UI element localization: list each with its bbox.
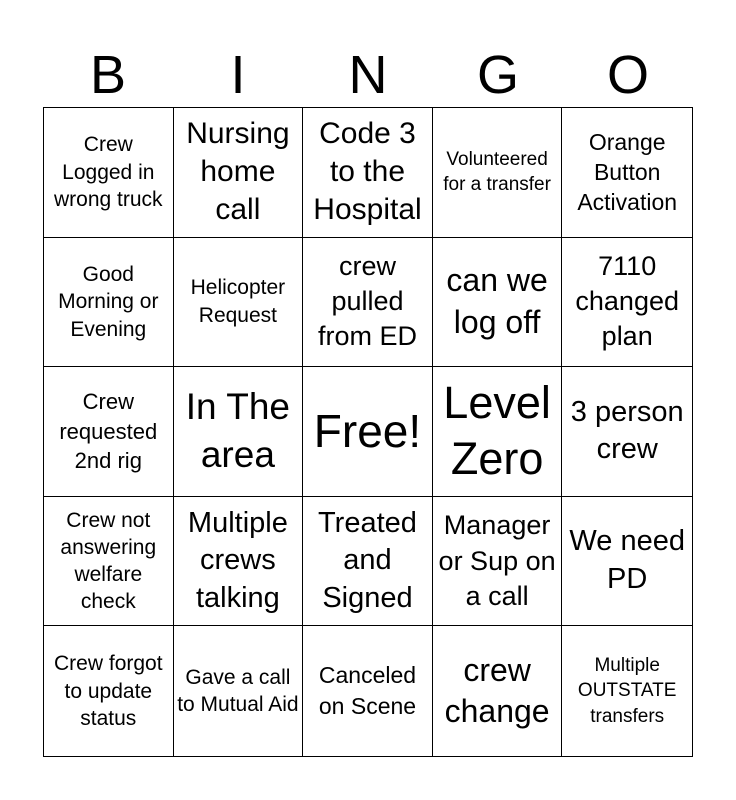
cell-text: 3 person crew (570, 395, 684, 466)
bingo-cell-r2c1[interactable] (44, 238, 174, 368)
bingo-cell-r2c5[interactable] (562, 238, 692, 368)
bingo-cell-r3c4[interactable] (433, 367, 563, 497)
header-letter-n: N (348, 45, 388, 105)
bingo-cell-r4c2[interactable] (174, 497, 304, 627)
bingo-cell-r2c2[interactable] (174, 238, 304, 368)
cell-text: Manager or Sup on a call (438, 510, 556, 611)
cell-text: Free! (313, 404, 422, 457)
bingo-cell-r5c3[interactable] (303, 626, 433, 756)
bingo-cell-r1c3[interactable] (303, 108, 433, 238)
bingo-cell-r5c2[interactable] (174, 626, 304, 756)
cell-text: Volunteered for a transfer (443, 148, 551, 196)
bingo-cell-r4c3[interactable] (303, 497, 433, 627)
cell-text: Canceled on Scene (318, 662, 417, 720)
cell-text: In The area (185, 386, 290, 476)
bingo-cell-r5c1[interactable] (44, 626, 174, 756)
header-letter-b: B (89, 45, 127, 105)
bingo-free-space[interactable] (303, 367, 433, 497)
bingo-cell-r5c4[interactable] (433, 626, 563, 756)
cell-text: Nursing home call (186, 116, 290, 227)
bingo-cell-r3c5[interactable] (562, 367, 692, 497)
cell-text: crew pulled from ED (317, 251, 417, 352)
cell-text: Crew requested 2nd rig (59, 388, 158, 474)
bingo-cell-r1c2[interactable] (174, 108, 304, 238)
cell-text: Good Morning or Evening (58, 262, 159, 341)
cell-text: Multiple crews talking (187, 506, 288, 614)
cell-text: Crew forgot to update status (54, 652, 163, 730)
bingo-cell-r3c2[interactable] (174, 367, 304, 497)
cell-text: Gave a call to Mutual Aid (177, 665, 299, 717)
bingo-header (43, 44, 693, 106)
header-letter-o: O (606, 45, 649, 105)
cell-text: Treated and Signed (318, 506, 417, 614)
bingo-cell-r1c5[interactable] (562, 108, 692, 238)
cell-text: can we log off (446, 262, 548, 340)
bingo-cell-r2c3[interactable] (303, 238, 433, 368)
cell-text: Crew Logged in wrong truck (54, 133, 163, 211)
cell-text: Level Zero (443, 377, 551, 485)
header-letter-i: I (230, 45, 246, 105)
bingo-cell-r4c4[interactable] (433, 497, 563, 627)
bingo-cell-r2c4[interactable] (433, 238, 563, 368)
bingo-cell-r4c1[interactable] (44, 497, 174, 627)
cell-text: Code 3 to the Hospital (313, 116, 422, 227)
bingo-board (43, 107, 693, 757)
header-letter-g: G (476, 45, 519, 105)
cell-text: We need PD (569, 525, 685, 596)
bingo-cell-r1c4[interactable] (433, 108, 563, 238)
cell-text: Orange Button Activation (577, 128, 678, 216)
bingo-cell-r5c5[interactable] (562, 626, 692, 756)
bingo-cell-r3c1[interactable] (44, 367, 174, 497)
cell-text: crew change (444, 651, 550, 730)
cell-text: 7110 changed plan (575, 251, 679, 352)
cell-text: Multiple OUTSTATE transfers (577, 654, 677, 728)
bingo-cell-r4c5[interactable] (562, 497, 692, 627)
cell-text: Helicopter Request (190, 275, 286, 327)
bingo-cell-r1c1[interactable] (44, 108, 174, 238)
cell-text: Crew not answering welfare check (60, 508, 157, 614)
